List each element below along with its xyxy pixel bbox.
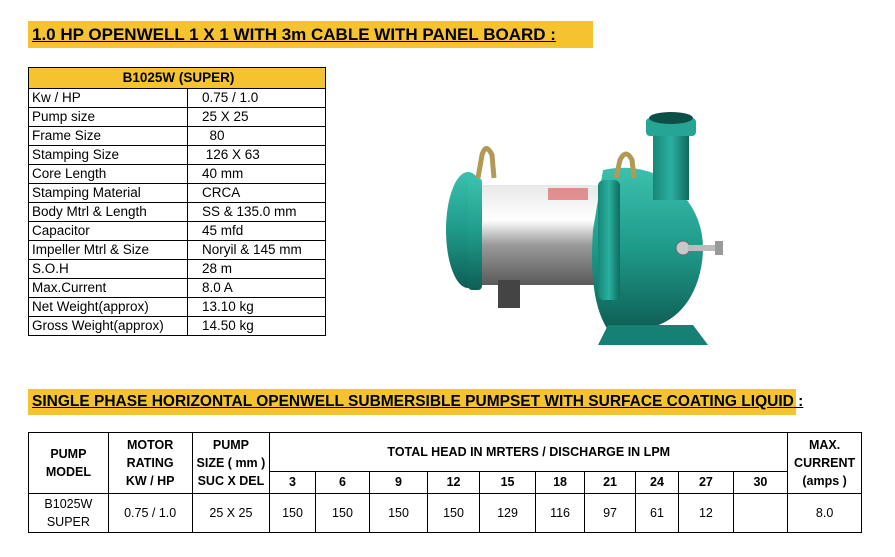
spec-row	[29, 241, 326, 260]
spec-value: 13.10 kg	[188, 298, 326, 317]
spec-value: 14.50 kg	[188, 317, 326, 336]
col-pump-size	[192, 433, 270, 494]
perf-header-row	[29, 433, 862, 472]
discharge-value: 150	[270, 494, 315, 533]
section-title: SINGLE PHASE HORIZONTAL OPENWELL SUBMERSIBLE PUMPSET WITH SURFACE COATING LIQUID :	[28, 389, 796, 415]
head-value: 3	[270, 471, 315, 493]
discharge-value: 150	[370, 494, 428, 533]
spec-row	[29, 203, 326, 222]
spec-label: S.O.H	[29, 260, 188, 279]
head-caption: TOTAL HEAD IN MRTERS / DISCHARGE IN LPM	[270, 433, 788, 472]
spec-value: 126 X 63	[188, 146, 326, 165]
spec-row	[29, 298, 326, 317]
motor-rating: 0.75 / 1.0	[108, 494, 192, 533]
header-line: MAX.	[808, 438, 841, 452]
col-pump-model	[29, 433, 109, 494]
spec-value: CRCA	[188, 184, 326, 203]
spec-value: SS & 135.0 mm	[188, 203, 326, 222]
header-line: PUMP	[212, 438, 249, 452]
header-line: CURRENT	[794, 456, 856, 470]
discharge-value: 61	[635, 494, 678, 533]
discharge-value: 116	[535, 494, 584, 533]
col-max-current	[788, 433, 862, 494]
spec-row	[29, 279, 326, 298]
head-value: 30	[733, 471, 788, 493]
pump-base	[598, 325, 708, 345]
header-line: RATING	[126, 456, 174, 470]
spec-label: Capacitor	[29, 222, 188, 241]
spec-label: Core Length	[29, 165, 188, 184]
head-value: 15	[480, 471, 536, 493]
spec-label: Stamping Size	[29, 146, 188, 165]
discharge-value: 12	[679, 494, 734, 533]
spec-value: Noryil & 145 mm	[188, 241, 326, 260]
spec-value: 80	[188, 127, 326, 146]
spec-label: Frame Size	[29, 127, 188, 146]
model-line: B1025W	[44, 497, 93, 511]
head-value: 6	[315, 471, 370, 493]
discharge-value: 150	[315, 494, 370, 533]
pump-model	[29, 494, 109, 533]
page-title: 1.0 HP OPENWELL 1 X 1 WITH 3m CABLE WITH PANEL BOARD :	[28, 21, 593, 48]
col-motor-rating	[108, 433, 192, 494]
spec-value: 25 X 25	[188, 108, 326, 127]
discharge-value	[733, 494, 788, 533]
head-value: 12	[427, 471, 480, 493]
spec-value: 45 mfd	[188, 222, 326, 241]
spec-label: Stamping Material	[29, 184, 188, 203]
head-value: 18	[535, 471, 584, 493]
spec-label: Net Weight(approx)	[29, 298, 188, 317]
max-current: 8.0	[788, 494, 862, 533]
spec-label: Kw / HP	[29, 89, 188, 108]
discharge-value: 150	[427, 494, 480, 533]
head-value: 9	[370, 471, 428, 493]
spec-row	[29, 108, 326, 127]
spec-value: 28 m	[188, 260, 326, 279]
spec-row	[29, 222, 326, 241]
perf-data-row	[29, 494, 862, 533]
spec-row	[29, 146, 326, 165]
header-line: SIZE ( mm )	[196, 456, 266, 470]
spec-table	[28, 67, 326, 336]
head-value: 21	[585, 471, 635, 493]
header-line: (amps )	[802, 474, 847, 488]
header-line: KW / HP	[125, 474, 175, 488]
pump-size: 25 X 25	[192, 494, 270, 533]
spec-label: Impeller Mtrl & Size	[29, 241, 188, 260]
performance-table	[28, 432, 862, 533]
head-value: 24	[635, 471, 678, 493]
header-line: MOTOR	[127, 438, 174, 452]
lifting-handle	[478, 149, 494, 179]
spec-header-row	[29, 68, 326, 89]
spec-row	[29, 317, 326, 336]
pump-image	[438, 100, 738, 360]
spec-row	[29, 184, 326, 203]
spec-label: Gross Weight(approx)	[29, 317, 188, 336]
spec-value: 40 mm	[188, 165, 326, 184]
spec-label: Pump size	[29, 108, 188, 127]
spec-label: Body Mtrl & Length	[29, 203, 188, 222]
header-line: MODEL	[45, 465, 91, 479]
spec-value: 8.0 A	[188, 279, 326, 298]
spec-header: B1025W (SUPER)	[29, 68, 326, 89]
spec-row	[29, 165, 326, 184]
outlet-pipe	[653, 130, 689, 200]
spec-row	[29, 127, 326, 146]
spec-row	[29, 89, 326, 108]
spec-value: 0.75 / 1.0	[188, 89, 326, 108]
spec-label: Max.Current	[29, 279, 188, 298]
head-value: 27	[679, 471, 734, 493]
spec-row	[29, 260, 326, 279]
header-line: PUMP	[50, 447, 87, 461]
model-line: SUPER	[46, 515, 90, 529]
discharge-value: 129	[480, 494, 536, 533]
pump-foot	[498, 280, 520, 308]
discharge-value: 97	[585, 494, 635, 533]
header-line: SUC X DEL	[197, 474, 265, 488]
